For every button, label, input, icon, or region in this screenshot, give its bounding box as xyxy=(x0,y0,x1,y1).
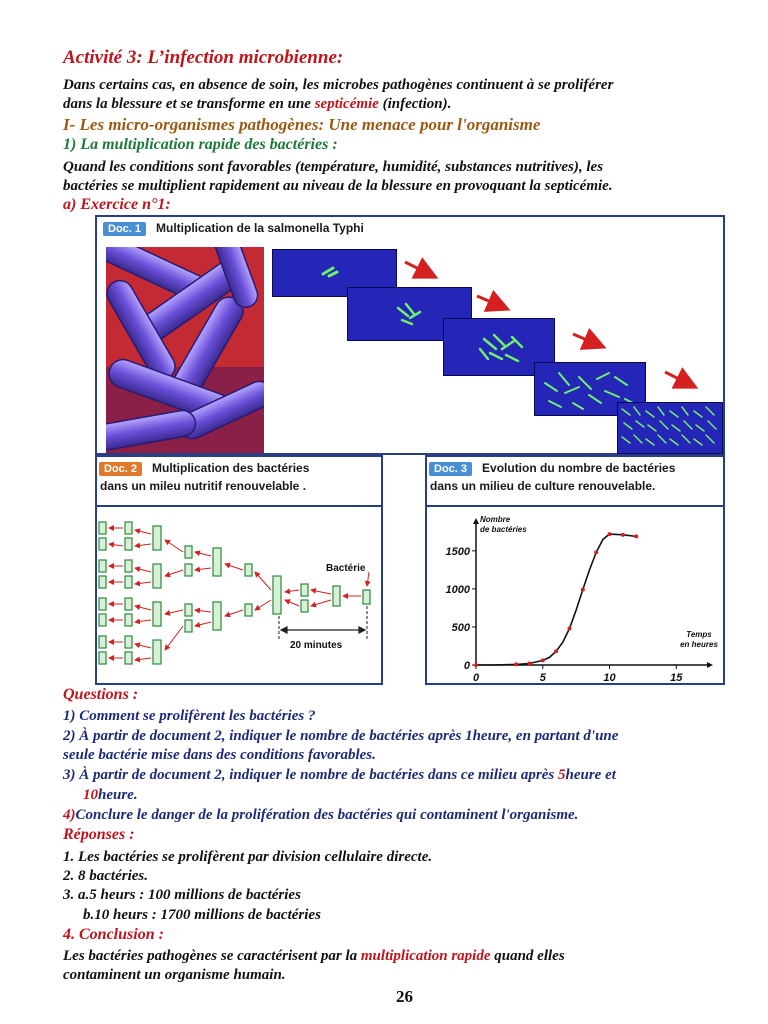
doc2-title-line-2: dans un mileu nutritif renouvelable . xyxy=(100,479,307,493)
y-axis-arrow xyxy=(473,518,479,524)
y-tick-label: 500 xyxy=(451,621,470,634)
question-3-mid: heure et xyxy=(565,767,616,783)
conclusion-keyword: multiplication rapide xyxy=(360,948,491,964)
question-1: 1) Comment se prolifèrent les bactéries ? xyxy=(63,708,316,724)
data-point xyxy=(621,533,625,537)
intro-line-1: Dans certains cas, en absence de soin, les microbes pathogènes continuent à se proliférer xyxy=(63,77,614,93)
data-point xyxy=(554,649,558,653)
progression-arrows xyxy=(395,250,705,400)
intro-line-2 xyxy=(63,95,451,113)
activity-title: Activité 3: L’infection microbienne: xyxy=(63,47,344,68)
conclusion-line-1 xyxy=(63,947,565,965)
answers-heading: Réponses : xyxy=(63,826,135,843)
intro-line-2-pre: dans la blessure et se transforme en une xyxy=(63,96,315,112)
question-2-line-1: 2) À partir de document 2, indiquer le nombre de bactéries après 1heure, en partant d'une xyxy=(63,728,619,744)
x-axis-label-line-1: Temps xyxy=(686,630,712,639)
conclusion-post: quand elles xyxy=(490,948,565,964)
x-axis-arrow xyxy=(707,662,713,668)
data-point xyxy=(527,661,531,665)
growth-chart xyxy=(428,508,722,683)
arrow-1 xyxy=(405,262,433,276)
section-heading-1: I- Les micro-organismes pathogènes: Une menace pour l'organisme xyxy=(63,115,541,134)
growth-curve xyxy=(476,534,636,665)
x-tick-label: 0 xyxy=(472,672,480,683)
y-tick-label: 1000 xyxy=(445,583,470,596)
para-line-1: Quand les conditions sont favorables (température, humidité, substances nutritives), les xyxy=(63,159,604,175)
arrow-3 xyxy=(573,334,601,346)
data-point xyxy=(594,550,598,554)
doc3-header xyxy=(429,459,675,477)
doc1-title: Multiplication de la salmonella Typhi xyxy=(156,221,364,235)
septicemie-keyword: septicémie xyxy=(314,96,379,112)
doc2-tag: Doc. 2 xyxy=(99,462,142,476)
data-point xyxy=(634,534,638,538)
question-4-text: Conclure le danger de la prolifération des bactéries qui contaminent l'organisme. xyxy=(75,807,579,823)
y-axis-label-line-2: de bactéries xyxy=(480,525,527,534)
question-3-pre: 3) À partir de document 2, indiquer le nombre de bactéries dans ce milieu après xyxy=(63,767,558,783)
y-axis-label-line-1: Nombre xyxy=(480,515,511,524)
data-point xyxy=(608,532,612,536)
arrow-2 xyxy=(477,296,505,308)
arrow-4 xyxy=(665,372,693,386)
doc3-divider xyxy=(427,505,723,507)
doc1-header xyxy=(103,219,364,237)
duration-label: 20 minutes xyxy=(290,640,343,651)
data-point xyxy=(514,662,518,666)
micrograph-5 xyxy=(617,402,723,454)
conclusion-heading: 4. Conclusion : xyxy=(63,926,164,943)
doc2-title-line-1: Multiplication des bactéries xyxy=(152,461,310,475)
exercise-heading: a) Exercice n°1: xyxy=(63,196,171,213)
data-point xyxy=(581,588,585,592)
answer-3a: 3. a.5 heurs : 100 millions de bactéries xyxy=(63,887,301,903)
doc1-tag: Doc. 1 xyxy=(103,222,146,236)
salmonella-photo xyxy=(106,247,264,453)
para-line-2: bactéries se multiplient rapidement au niveau de la blessure en provoquant la septicémie. xyxy=(63,178,613,194)
questions-heading: Questions : xyxy=(63,686,139,703)
subsection-heading-1: 1) La multiplication rapide des bactéries : xyxy=(63,136,338,153)
intro-line-2-post: (infection). xyxy=(378,96,452,112)
page-number: 26 xyxy=(396,987,413,1006)
question-3-n2: 10 xyxy=(83,787,98,803)
question-4 xyxy=(63,806,578,824)
doc2-header xyxy=(99,459,309,477)
data-point xyxy=(567,626,571,630)
answer-1: 1. Les bactéries se prolifèrent par division cellulaire directe. xyxy=(63,849,433,865)
x-tick-label: 10 xyxy=(603,672,616,683)
question-2-line-2: seule bactérie mise dans des conditions favorables. xyxy=(63,747,376,763)
y-tick-label: 1500 xyxy=(445,545,470,558)
x-axis-label-line-2: en heures xyxy=(680,640,718,649)
doc3-tag: Doc. 3 xyxy=(429,462,472,476)
question-3-line-1 xyxy=(63,766,616,784)
conclusion-pre: Les bactéries pathogènes se caractérisent par la xyxy=(63,948,361,964)
data-point xyxy=(541,658,545,662)
answer-3b: b.10 heurs : 1700 millions de bactéries xyxy=(83,907,321,923)
x-tick-label: 5 xyxy=(539,672,546,683)
doc2-divider xyxy=(97,505,381,507)
conclusion-line-2: contaminent un organisme humain. xyxy=(63,967,286,983)
question-3-line-2 xyxy=(83,786,138,804)
bacterie-label: Bactérie xyxy=(326,563,366,574)
doc3-title-line-2: dans un milieu de culture renouvelable. xyxy=(430,479,656,493)
answer-2: 2. 8 bactéries. xyxy=(63,868,148,884)
doc3-title-line-1: Evolution du nombre de bactéries xyxy=(482,461,676,475)
question-4-number: 4) xyxy=(63,807,76,823)
y-tick-label: 0 xyxy=(463,660,470,672)
question-3-post: heure. xyxy=(98,787,138,803)
question-3-n1: 5 xyxy=(558,767,566,783)
data-point xyxy=(474,663,478,667)
x-tick-label: 15 xyxy=(670,672,683,683)
